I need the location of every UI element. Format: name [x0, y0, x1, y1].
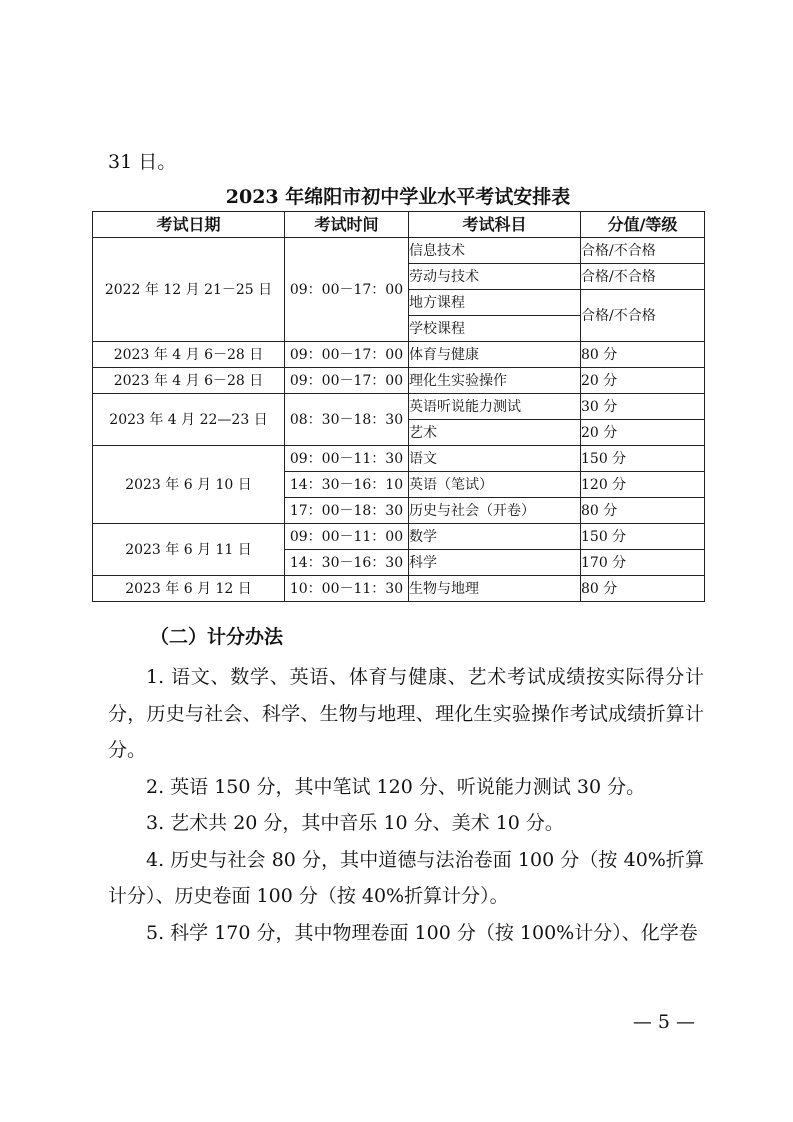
exam-subject-cell: 地方课程	[409, 290, 581, 316]
table-row	[93, 524, 705, 550]
table-row	[93, 368, 705, 394]
exam-time-cell: 09：00－11：00	[285, 524, 409, 550]
score-cell: 120 分	[581, 472, 705, 498]
header-exam-subject: 考试科目	[409, 212, 581, 238]
score-cell: 合格/不合格	[581, 290, 705, 342]
exam-time-cell: 17：00－18：30	[285, 498, 409, 524]
header-exam-date: 考试日期	[93, 212, 285, 238]
table-row	[93, 446, 705, 472]
exam-time-cell: 09：00－17：00	[285, 238, 409, 342]
table-row	[93, 342, 705, 368]
scoring-paragraphs	[108, 659, 704, 951]
exam-date-cell: 2023 年 6 月 10 日	[93, 446, 285, 524]
paragraph: 2. 英语 150 分，其中笔试 120 分、听说能力测试 30 分。	[146, 775, 646, 798]
table-header-row	[93, 212, 705, 238]
score-cell: 20 分	[581, 420, 705, 446]
section-heading: （二）计分办法	[150, 626, 284, 648]
paragraph: 4. 历史与社会 80 分，其中道德与法治卷面 100 分（按 40%折算计分）、历史卷面 100 分（按 40%折算计分）。	[108, 848, 704, 907]
table-title: 2023 年绵阳市初中学业水平考试安排表	[225, 186, 571, 208]
score-cell: 80 分	[581, 576, 705, 602]
page-number: — 5 —	[632, 1011, 695, 1033]
score-cell: 合格/不合格	[581, 238, 705, 264]
score-cell: 合格/不合格	[581, 264, 705, 290]
exam-subject-cell: 数学	[409, 524, 581, 550]
exam-time-cell: 10：00－11：30	[285, 576, 409, 602]
exam-date-cell: 2023 年 4 月 22—23 日	[93, 394, 285, 446]
exam-date-cell: 2023 年 4 月 6－28 日	[93, 342, 285, 368]
exam-date-cell: 2023 年 4 月 6－28 日	[93, 368, 285, 394]
exam-subject-cell: 艺术	[409, 420, 581, 446]
exam-subject-cell: 体育与健康	[409, 342, 581, 368]
exam-subject-cell: 劳动与技术	[409, 264, 581, 290]
exam-date-cell: 2022 年 12 月 21－25 日	[93, 238, 285, 342]
exam-time-cell: 14：30－16：10	[285, 472, 409, 498]
exam-subject-cell: 英语听说能力测试	[409, 394, 581, 420]
table-row	[93, 238, 705, 264]
table-row	[93, 394, 705, 420]
intro-fragment: 31 日。	[108, 151, 177, 173]
paragraph: 3. 艺术共 20 分，其中音乐 10 分、美术 10 分。	[146, 812, 564, 834]
score-cell: 150 分	[581, 524, 705, 550]
exam-time-cell: 08：30－18：30	[285, 394, 409, 446]
exam-time-cell: 09：00－11：30	[285, 446, 409, 472]
score-cell: 30 分	[581, 394, 705, 420]
exam-subject-cell: 语文	[409, 446, 581, 472]
exam-subject-cell: 生物与地理	[409, 576, 581, 602]
paragraph: 5. 科学 170 分，其中物理卷面 100 分（按 100%计分）、化学卷	[146, 921, 698, 944]
score-cell: 150 分	[581, 446, 705, 472]
exam-time-cell: 09：00－17：00	[285, 368, 409, 394]
exam-subject-cell: 历史与社会（开卷）	[409, 498, 581, 524]
score-cell: 80 分	[581, 498, 705, 524]
header-exam-time: 考试时间	[285, 212, 409, 238]
table-row	[93, 576, 705, 602]
exam-subject-cell: 学校课程	[409, 316, 581, 342]
score-cell: 20 分	[581, 368, 705, 394]
exam-subject-cell: 科学	[409, 550, 581, 576]
header-score-grade: 分值/等级	[581, 212, 705, 238]
paragraph: 1. 语文、数学、英语、体育与健康、艺术考试成绩按实际得分计分，历史与社会、科学、生物与地理、理化生实验操作考试成绩折算计分。	[108, 666, 704, 761]
score-cell: 80 分	[581, 342, 705, 368]
exam-date-cell: 2023 年 6 月 11 日	[93, 524, 285, 576]
exam-date-cell: 2023 年 6 月 12 日	[93, 576, 285, 602]
exam-time-cell: 14：30－16：30	[285, 550, 409, 576]
exam-time-cell: 09：00－17：00	[285, 342, 409, 368]
exam-subject-cell: 信息技术	[409, 238, 581, 264]
exam-subject-cell: 英语（笔试）	[409, 472, 581, 498]
exam-subject-cell: 理化生实验操作	[409, 368, 581, 394]
score-cell: 170 分	[581, 550, 705, 576]
exam-schedule-table	[92, 211, 705, 602]
